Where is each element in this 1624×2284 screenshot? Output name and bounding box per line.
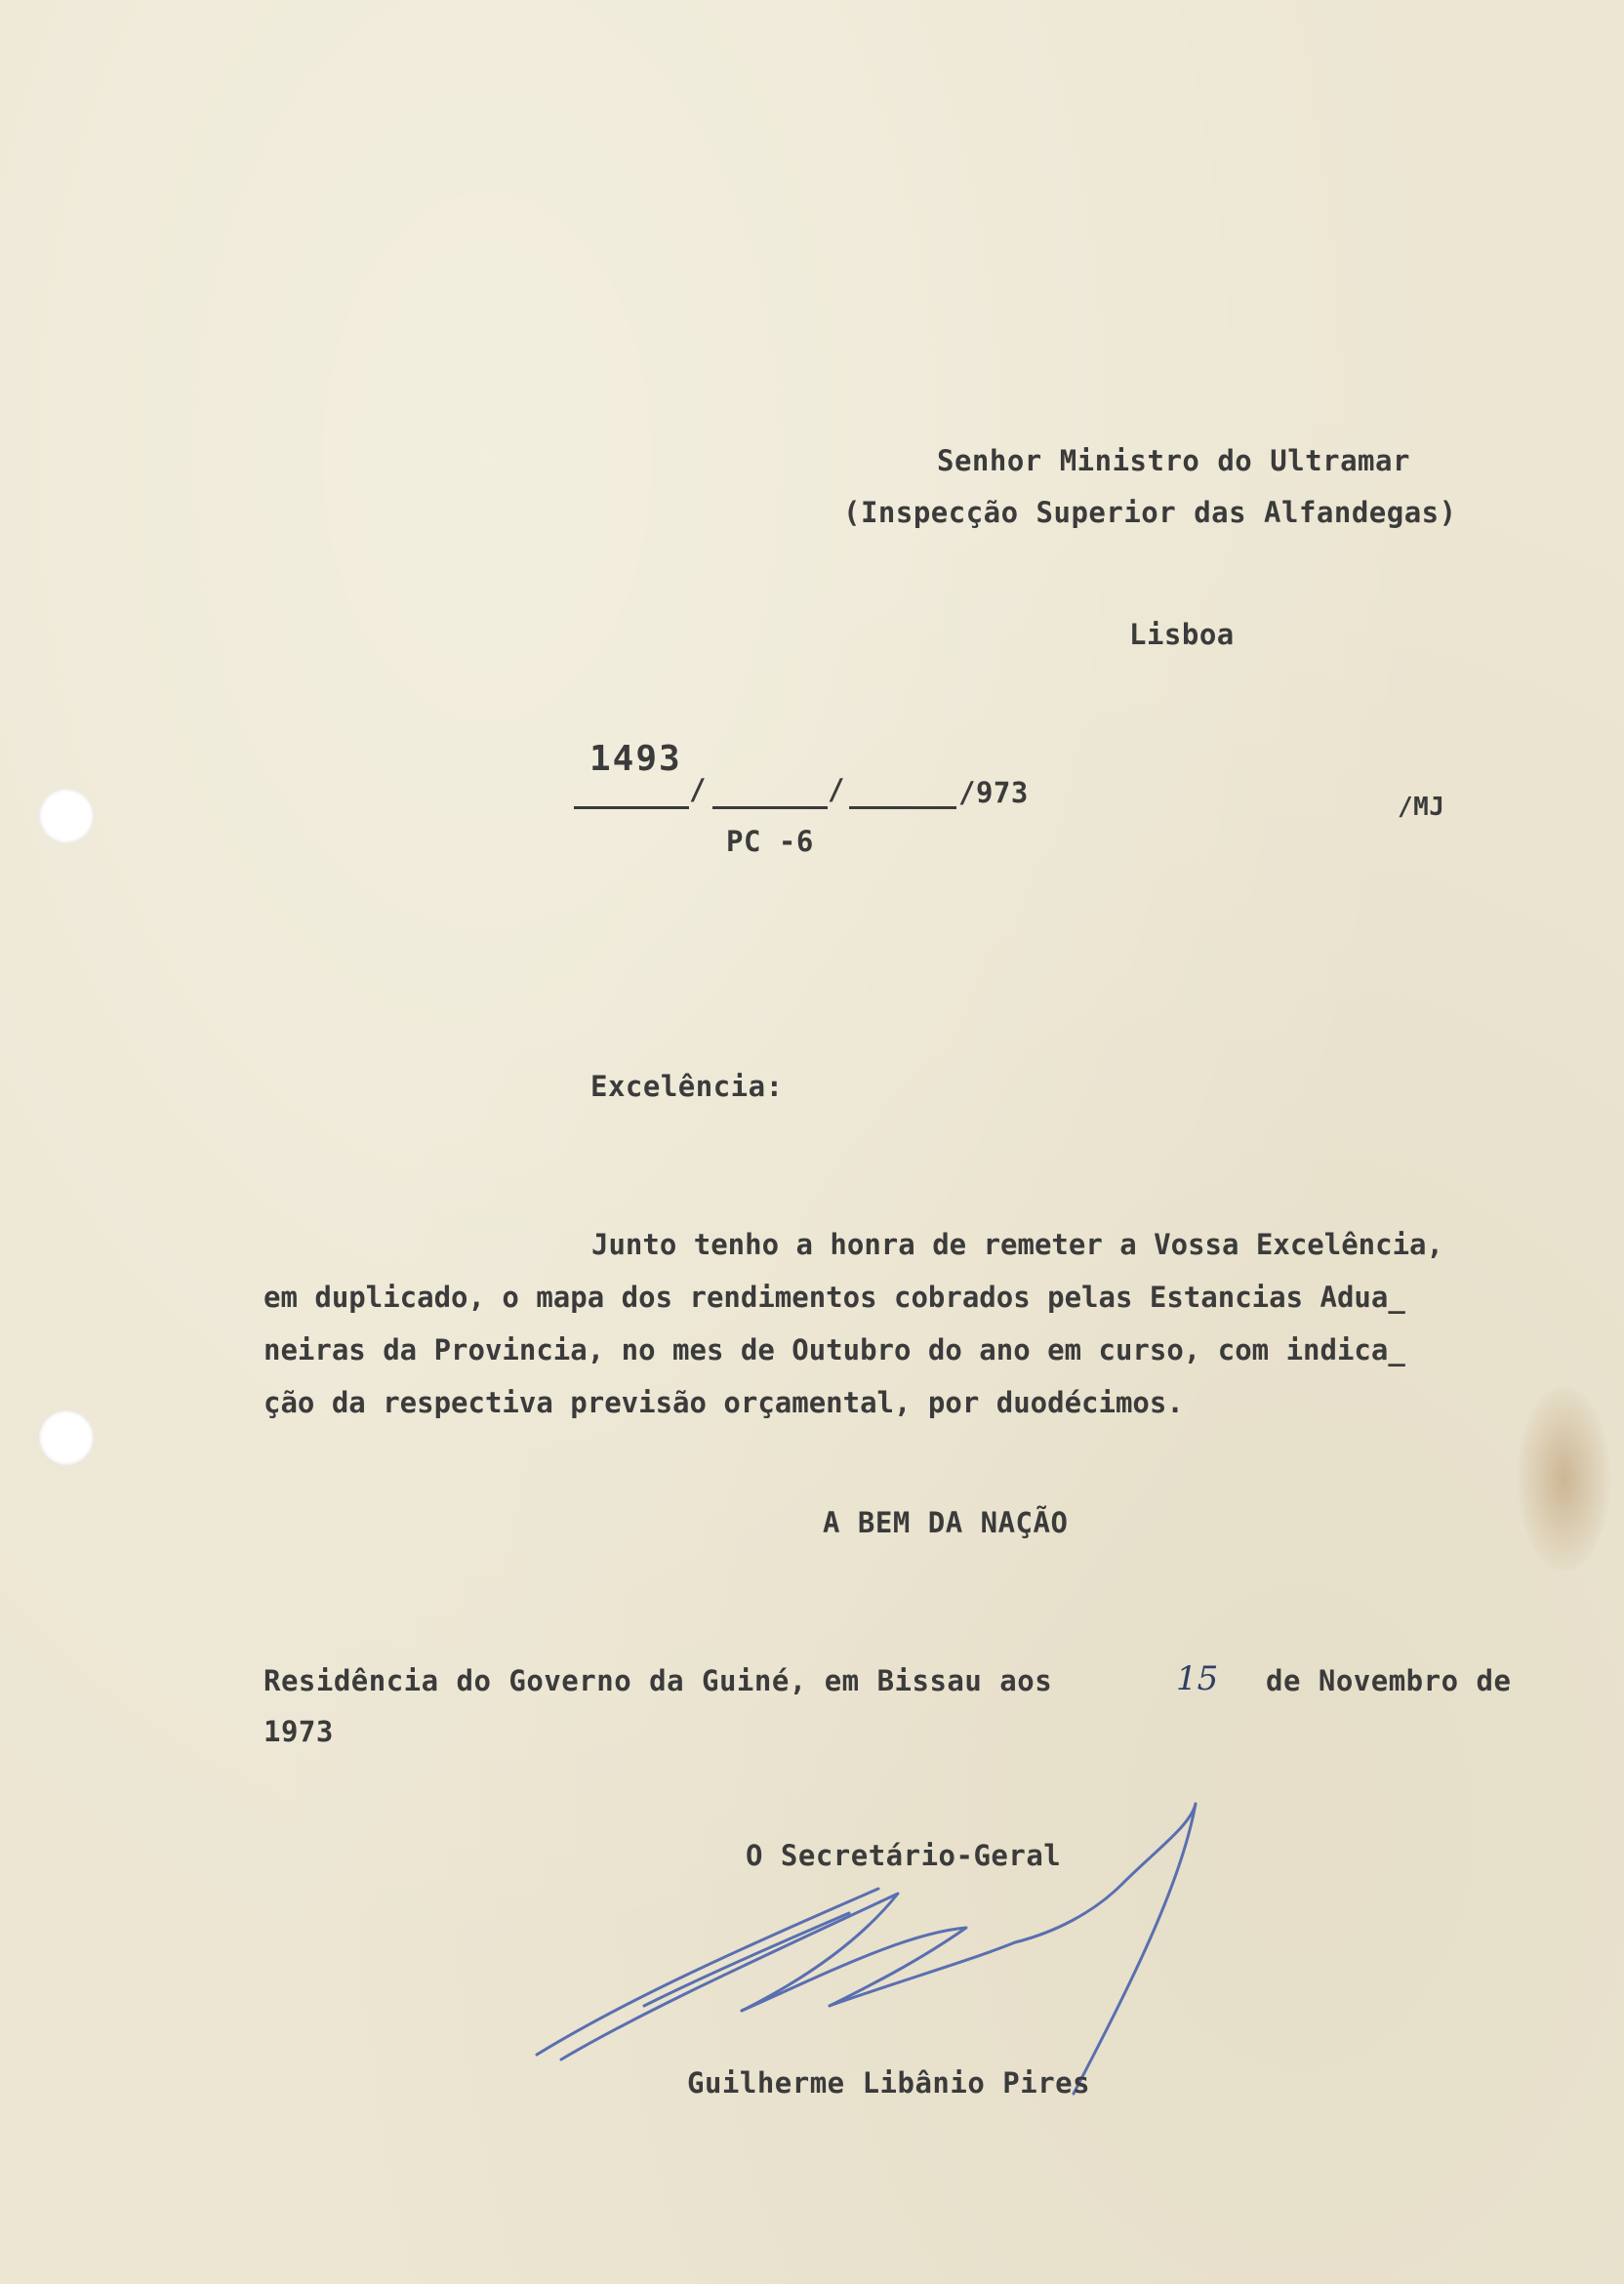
closing-motto: A BEM DA NAÇÃO [823,1506,1069,1539]
reference-slash-2: / [828,773,845,806]
reference-blank-3 [849,806,956,809]
reference-initials: /MJ [1398,793,1445,822]
body-line-4: ção da respectiva previsão orçamental, por duodécimos. [264,1386,1184,1419]
signatory-title: O Secretário-Geral [746,1839,1062,1872]
reference-slash-1: / [689,773,707,806]
place-date-year: 1973 [264,1715,334,1748]
recipient-line-2: (Inspecção Superior das Alfandegas) [843,496,1457,529]
place-date-text: Residência do Governo da Guiné, em Bissau aos [264,1664,1053,1697]
body-paragraph [264,1218,1542,1429]
body-line-1: Junto tenho a honra de remeter a Vossa Excelência, [591,1228,1443,1261]
handwritten-signature [508,1796,1210,2108]
punch-hole-bottom [39,1410,94,1465]
punch-hole-top [39,789,94,843]
reference-number: 1493 [589,739,682,779]
body-line-3: neiras da Provincia, no mes de Outubro do ano em curso, com indica_ [264,1333,1405,1366]
place-date-month: de Novembro de [1266,1664,1512,1697]
signatory-name: Guilherme Libânio Pires [687,2066,1091,2100]
reference-blank-1 [574,806,689,809]
salutation: Excelência: [590,1070,784,1103]
recipient-city: Lisboa [1129,618,1235,651]
recipient-line-1: Senhor Ministro do Ultramar [937,444,1410,477]
body-line-2: em duplicado, o mapa dos rendimentos cobrados pelas Estancias Adua_ [264,1281,1405,1314]
reference-code: PC -6 [726,825,814,858]
reference-blank-2 [712,806,828,809]
reference-year: /973 [958,776,1029,809]
place-date-day: 15 [1176,1659,1219,1698]
